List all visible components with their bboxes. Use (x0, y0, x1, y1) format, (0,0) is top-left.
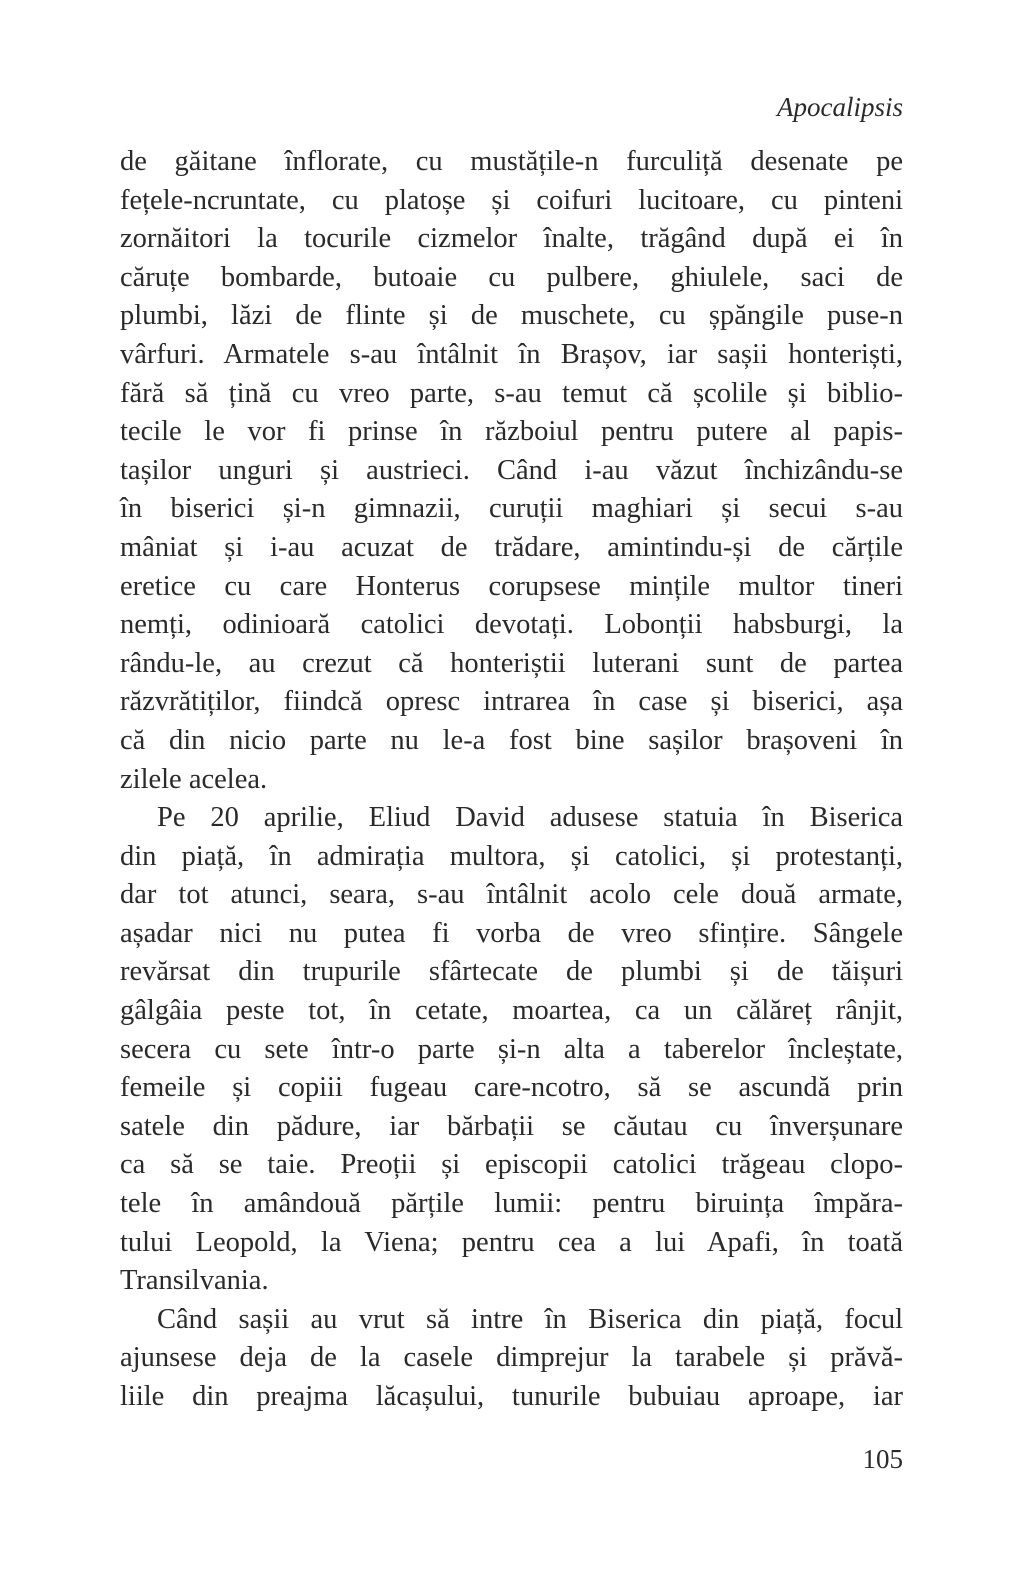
text-line: plumbi, lăzi de flinte și de muschete, cu șpăngile puse-n (120, 300, 903, 332)
text-line: liile din preajma lăcașului, tunurile bubuiau aproape, iar (120, 1381, 903, 1412)
text-line: dar tot atunci, seara, s-au întâlnit acolo cele două armate, (120, 879, 903, 911)
text-line: ajunsese deja de la casele dimprejur la tarabele și prăvă- (120, 1342, 903, 1374)
text-line: tașilor unguri și austrieci. Când i-au văzut închizându-se (120, 454, 903, 486)
text-line: răzvrătiților, fiindcă opresc intrarea în case și biserici, așa (120, 686, 903, 718)
text-line: femeile și copiii fugeau care-ncotro, să se ascundă prin (120, 1072, 903, 1104)
text-line: Transilvania. (120, 1265, 269, 1297)
text-line: nemți, odinioară catolici devotați. Lobonții habsburgi, la (120, 609, 903, 641)
body-text (120, 143, 903, 1417)
text-line: fără să țină cu vreo parte, s-au temut că școlile și biblio- (120, 377, 903, 409)
text-line: zilele acelea. (120, 763, 268, 795)
text-line: căruțe bombarde, butoaie cu pulbere, ghiulele, saci de (120, 261, 903, 293)
text-line: rându-le, au crezut că honteriștii luterani sunt de partea (120, 647, 903, 679)
text-line: așadar nici nu putea fi vorba de vreo sfințire. Sângele (120, 917, 903, 949)
text-line: satele din pădure, iar bărbații se căutau cu înverșunare (120, 1110, 903, 1142)
text-line: eretice cu care Honterus corupsese mințile multor tineri (120, 570, 903, 602)
running-head: Apocalipsis (777, 92, 903, 122)
text-line: în biserici și-n gimnazii, curuții maghiari și secui s-au (120, 493, 903, 525)
text-line: Când sașii au vrut să intre în Biserica din piață, focul (157, 1303, 903, 1335)
text-line: mâniat și i-au acuzat de trădare, amintindu-și de cărțile (120, 531, 903, 563)
text-line: secera cu sete într-o parte și-n alta a taberelor încleștate, (120, 1033, 903, 1065)
text-line: ca să se taie. Preoții și episcopii catolici trăgeau clopo- (120, 1149, 903, 1181)
page-number: 105 (862, 1444, 903, 1474)
text-line: tecile le vor fi prinse în războiul pentru putere al papis- (120, 416, 903, 448)
text-line: tele în amândouă părțile lumii: pentru biruința împăra- (120, 1188, 903, 1220)
text-line: gâlgâia peste tot, în cetate, moartea, ca un călăreț rânjit, (120, 995, 903, 1027)
text-line: fețele-ncruntate, cu platoșe și coifuri lucitoare, cu pinteni (120, 184, 903, 216)
text-line: tului Leopold, la Viena; pentru cea a lui Apafi, în toată (120, 1226, 903, 1258)
text-line: din piață, în admirația multora, și catolici, și protestanți, (120, 840, 903, 872)
text-line: că din nicio parte nu le-a fost bine sașilor brașoveni în (120, 724, 903, 756)
text-line: revărsat din trupurile sfârtecate de plumbi și de tăișuri (120, 956, 903, 988)
text-line: de găitane înflorate, cu mustățile-n furculiță desenate pe (120, 146, 903, 177)
text-line: Pe 20 aprilie, Eliud David adusese statuia în Biserica (157, 802, 903, 834)
text-line: vârfuri. Armatele s-au întâlnit în Brașov, iar sașii honteriști, (120, 338, 903, 370)
text-line: zornăitori la tocurile cizmelor înalte, trăgând după ei în (120, 223, 903, 255)
